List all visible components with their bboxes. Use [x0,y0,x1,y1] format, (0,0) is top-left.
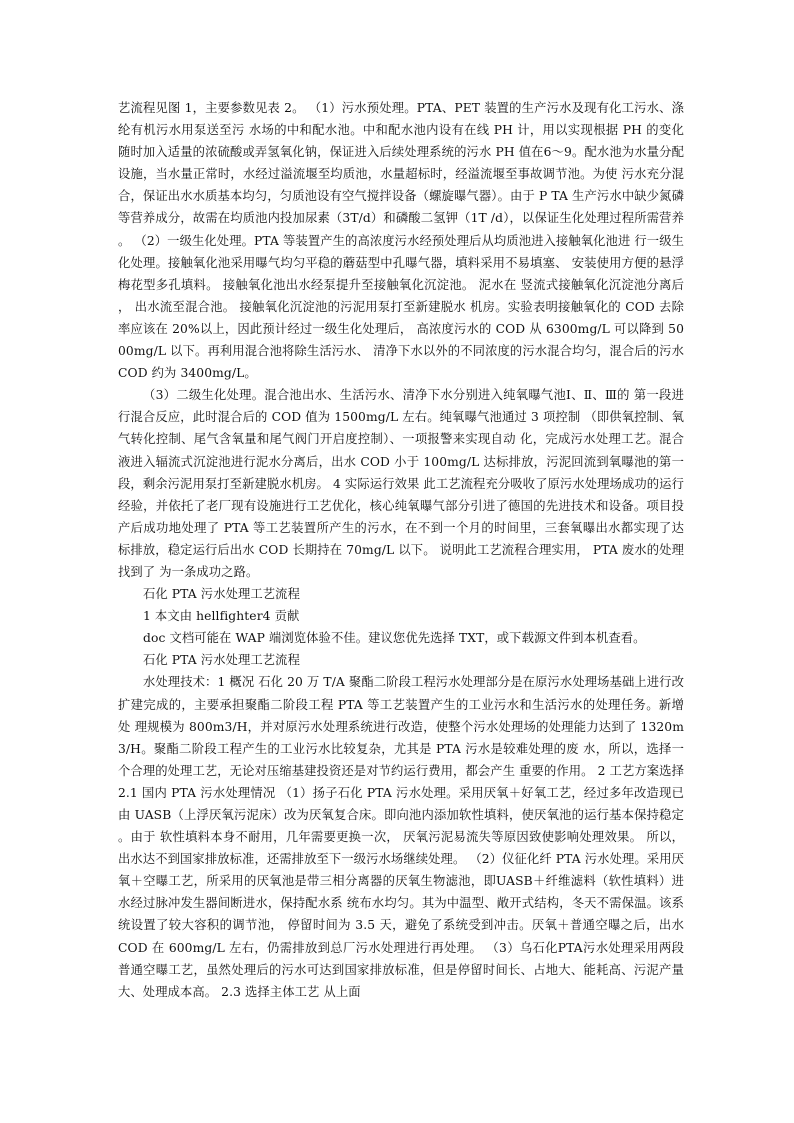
paragraph-title-pta-process-repeat: 石化 PTA 污水处理工艺流程 [143,653,300,668]
paragraph-title-pta-process: 石化 PTA 污水处理工艺流程 [143,587,300,602]
document-body [118,97,684,1003]
paragraph-process-pretreatment-primary: 艺流程见图 1，主要参数见表 2。 （1）污水预处理。PTA、PET 装置的生产污水及现有化工污水、涤纶有机污水用泵送至污 水场的中和配水池。中和配水池内设有在线 PH 计，用以实现根据 PH 的变化随时加入适量的浓硫酸或弄氢氧化钠，保证进入后续处理系统的污水 PH 值在6～9。配水池为水量分配设施，当水量正常时，水经过溢流堰至均质池，水量超标时，经溢流堰至事故调节池。为使 污水充分混合，保证出水水质基本均匀，匀质池设有空气搅拌设备（螺旋曝气器）。由于 P TA 生产污水中缺少氮磷等营养成分，故需在均质池内投加尿素（3T/d）和磷酸二氢钾（1T /d），以保证生化处理过程所需营养。 （2）一级生化处理。PTA 等装置产生的高浓度污水经预处理后从均质池进入接触氧化池进 行一级生化处理。接触氧化池采用曝气均匀平稳的蘑菇型中孔曝气器，填料采用不易填塞、 安装使用方便的悬浮梅花型多孔填料。 接触氧化池出水经泵提升至接触氧化沉淀池。 泥水在 竖流式接触氧化沉淀池分离后， 出水流至混合池。 接触氧化沉淀池的污泥用泵打至新建脱水 机房。实验表明接触氧化的 COD 去除率应该在 20%以上，因此预计经过一级生化处理后， 高浓度污水的 COD 从 6300mg/L 可以降到 5000mg/L 以下。再利用混合池将除生活污水、 清净下水以外的不同浓度的污水混合均匀，混合后的污水 COD 约为 3400mg/L。 [118,101,684,381]
paragraph-secondary-treatment-results: （3）二级生化处理。混合池出水、生活污水、清净下水分别进入纯氧曝气池Ⅰ、Ⅱ、Ⅲ的 第一段进行混合反应，此时混合后的 COD 值为 1500mg/L 左右。纯氧曝气池通过 3 项控制 （即供氧控制、氧气转化控制、尾气含氧量和尾气阀门开启度控制）、一项报警来实现自动 化，完成污水处理工艺。混合液进入辐流式沉淀池进行泥水分离后，出水 COD 小于 100mg/L 达标排放，污泥回流到氧曝池的第一段，剩余污泥用泵打至新建脱水机房。 4 实际运行效果 此工艺流程充分吸收了原污水处理场成功的运行经验，并依托了老厂现有设施进行工艺优化，核心纯氧曝气部分引进了德国的先进技术和设备。项目投产后成功地处理了 PTA 等工艺装置所产生的污水，在不到一个月的时间里，三套氧曝出水都实现了达标排放，稳定运行后出水 COD 长期持在 70mg/L 以下。 说明此工艺流程合理实用， PTA 废水的处理找到了 为一条成功之路。 [118,388,684,579]
paragraph-wap-notice: doc 文档可能在 WAP 端浏览体验不佳。建议您优先选择 TXT，或下载源文件到本机查看。 [143,631,646,646]
paragraph-overview-process-selection: 水处理技术：1 概况 石化 20 万 T/A 聚酯二阶段工程污水处理部分是在原污水处理场基础上进行改扩建完成的，主要承担聚酯二阶段工程 PTA 等工艺装置产生的工业污水和生活污水的处理任务。新增处 理规模为 800m3/H，并对原污水处理系统进行改造，使整个污水处理场的处理能力达到了 1320m3/H。聚酯二阶段工程产生的工业污水比较复杂，尤其是 PTA 污水是较难处理的废 水，所以，选择一个合理的处理工艺，无论对压缩基建投资还是对节约运行费用，都会产生 重要的作用。 2 工艺方案选择 2.1 国内 PTA 污水处理情况 （1）扬子石化 PTA 污水处理。采用厌氧＋好氧工艺，经过多年改造现已由 UASB（上浮厌氧污泥床）改为厌氧复合床。即向池内添加软性填料，使厌氧池的运行基本保持稳定。由于 软性填料本身不耐用，几年需要更换一次， 厌氧污泥易流失等原因致使影响处理效果。 所以， 出水达不到国家排放标准，还需排放至下一级污水场继续处理。 （2）仪征化纤 PTA 污水处理。采用厌氧＋空曝工艺，所采用的厌氧池是带三相分离器的厌氧生物滤池，即UASB＋纤维滤料（软性填料）进水经过脉冲发生器间断进水，保持配水系 统布水均匀。其为中温型、敞开式结构，冬天不需保温。该系统设置了较大容积的调节池， 停留时间为 3.5 天，避免了系统受到冲击。厌氧＋普通空曝之后，出水 COD 在 600mg/L 左右，仍需排放到总厂污水处理进行再处理。 （3）乌石化PTA污水处理采用两段普通空曝工艺，虽然处理后的污水可达到国家排放标准，但是停留时间长、占地大、能耗高、污泥产量大、处理成本高。 2.3 选择主体工艺 从上面 [118,675,684,999]
paragraph-contributor-note: 1 本文由 hellfighter4 贡献 [143,609,300,624]
